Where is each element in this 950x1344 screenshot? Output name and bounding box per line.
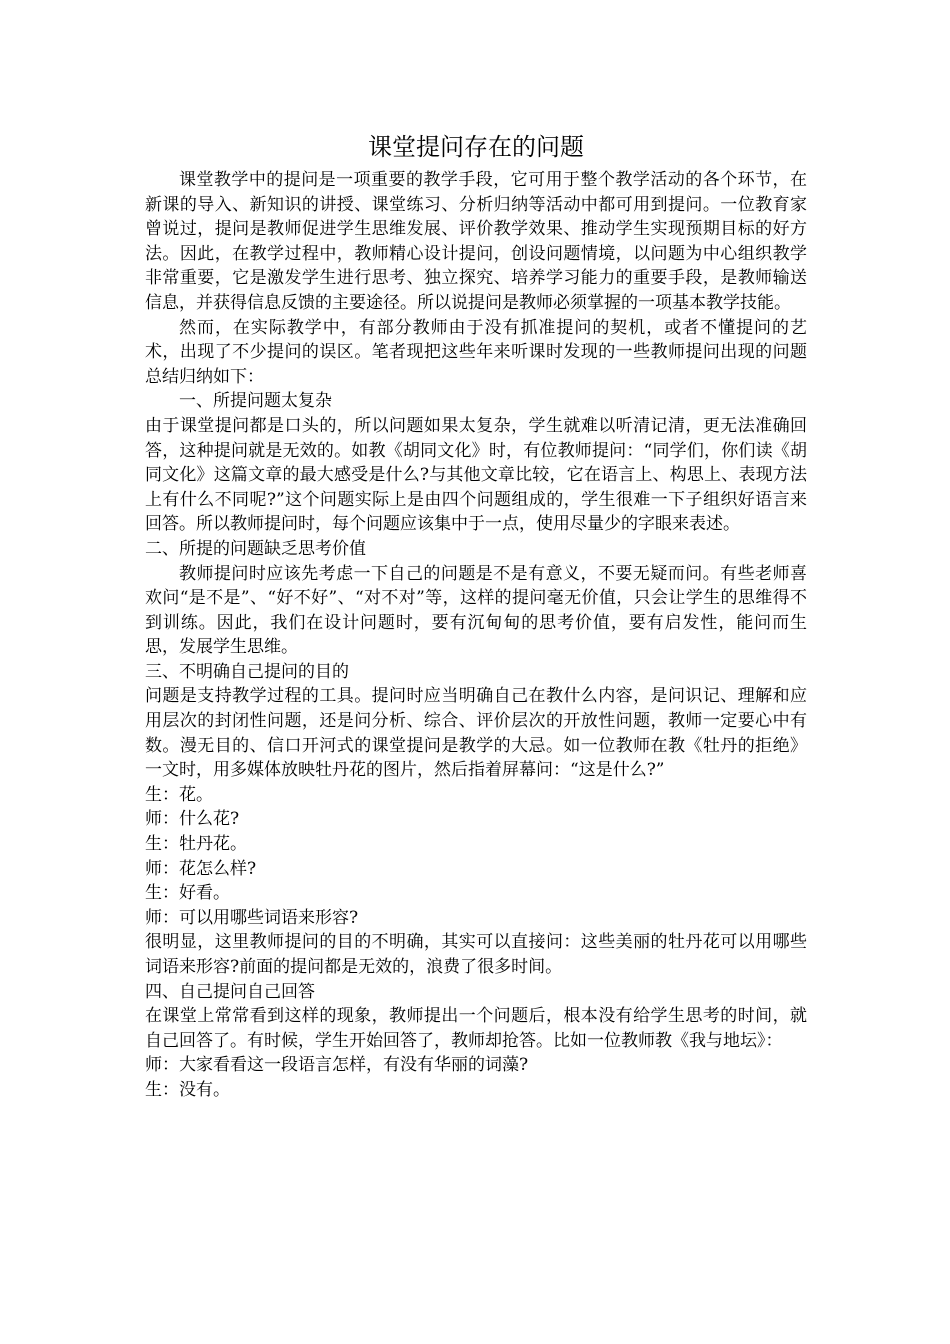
paragraph-section-4: 在课堂上常常看到这样的现象，教师提出一个问题后，根本没有给学生思考的时间，就自己回答了。有时候，学生开始回答了，教师却抢答。比如一位教师教《我与地坛》：	[145, 1006, 807, 1051]
section-heading-3: 三、不明确自己提问的目的	[145, 661, 349, 682]
document-body	[145, 168, 807, 1103]
section-heading-4: 四、自己提问自己回答	[145, 981, 315, 1002]
dialogue-line: 师：大家看看这一段语言怎样，有没有华丽的词藻?	[145, 1055, 529, 1076]
dialogue-line: 师：可以用哪些词语来形容?	[145, 907, 359, 928]
document-title: 课堂提问存在的问题	[368, 133, 584, 161]
paragraph-section-2: 教师提问时应该先考虑一下自己的问题是不是有意义，不要无疑而问。有些老师喜欢问“是不是”、“好不好”、“对不对”等，这样的提问毫无价值，只会让学生的思维得不到训练。因此，我们在设计问题时，要有沉甸甸的思考价值，要有启发性，能问而生思，发展学生思维。	[145, 563, 807, 658]
section-heading-1: 一、所提问题太复杂	[179, 391, 332, 412]
paragraph-intro: 课堂教学中的提问是一项重要的教学手段，它可用于整个教学活动的各个环节，在新课的导入、新知识的讲授、课堂练习、分析归纳等活动中都可用到提问。一位教育家曾说过，提问是教师促进学生思维发展、评价教学效果、推动学生实现预期目标的好方法。因此，在教学过程中，教师精心设计提问，创设问题情境，以问题为中心组织教学非常重要，它是激发学生进行思考、独立探究、培养学习能力的重要手段，是教师输送信息，并获得信息反馈的主要途径。所以说提问是教师必须掌握的一项基本教学技能。	[145, 170, 807, 313]
dialogue-line: 生：花。	[145, 784, 213, 805]
paragraph-section-3: 问题是支持教学过程的工具。提问时应当明确自己在教什么内容，是问识记、理解和应用层次的封闭性问题，还是问分析、综合、评价层次的开放性问题，教师一定要心中有数。漫无目的、信口开河式的课堂提问是教学的大忌。如一位教师在教《牡丹的拒绝》一文时，用多媒体放映牡丹花的图片，然后指着屏幕问：“这是什么?”	[145, 686, 807, 781]
section-heading-2: 二、所提的问题缺乏思考价值	[145, 538, 366, 559]
paragraph-section-1: 由于课堂提问都是口头的，所以问题如果太复杂，学生就难以听清记清，更无法准确回答，这种提问就是无效的。如教《胡同文化》时，有位教师提问：“同学们，你们读《胡同文化》这篇文章的最大感受是什么?与其他文章比较，它在语言上、构思上、表现方法上有什么不同呢?”这个问题实际上是由四个问题组成的，学生很难一下子组织好语言来回答。所以教师提问时，每个问题应该集中于一点，使用尽量少的字眼来表述。	[145, 415, 807, 535]
paragraph-transition: 然而，在实际教学中，有部分教师由于没有抓准提问的契机，或者不懂提问的艺术，出现了不少提问的误区。笔者现把这些年来听课时发现的一些教师提问出现的问题总结归纳如下：	[145, 317, 807, 387]
paragraph-section-3-conclusion: 很明显，这里教师提问的目的不明确，其实可以直接问：这些美丽的牡丹花可以用哪些词语来形容?前面的提问都是无效的，浪费了很多时间。	[145, 932, 807, 977]
dialogue-line: 生：好看。	[145, 883, 230, 904]
document-page	[145, 130, 807, 1103]
dialogue-line: 生：牡丹花。	[145, 834, 247, 855]
dialogue-line: 师：什么花?	[145, 809, 240, 830]
dialogue-line: 师：花怎么样?	[145, 858, 257, 879]
dialogue-line: 生：没有。	[145, 1079, 230, 1100]
